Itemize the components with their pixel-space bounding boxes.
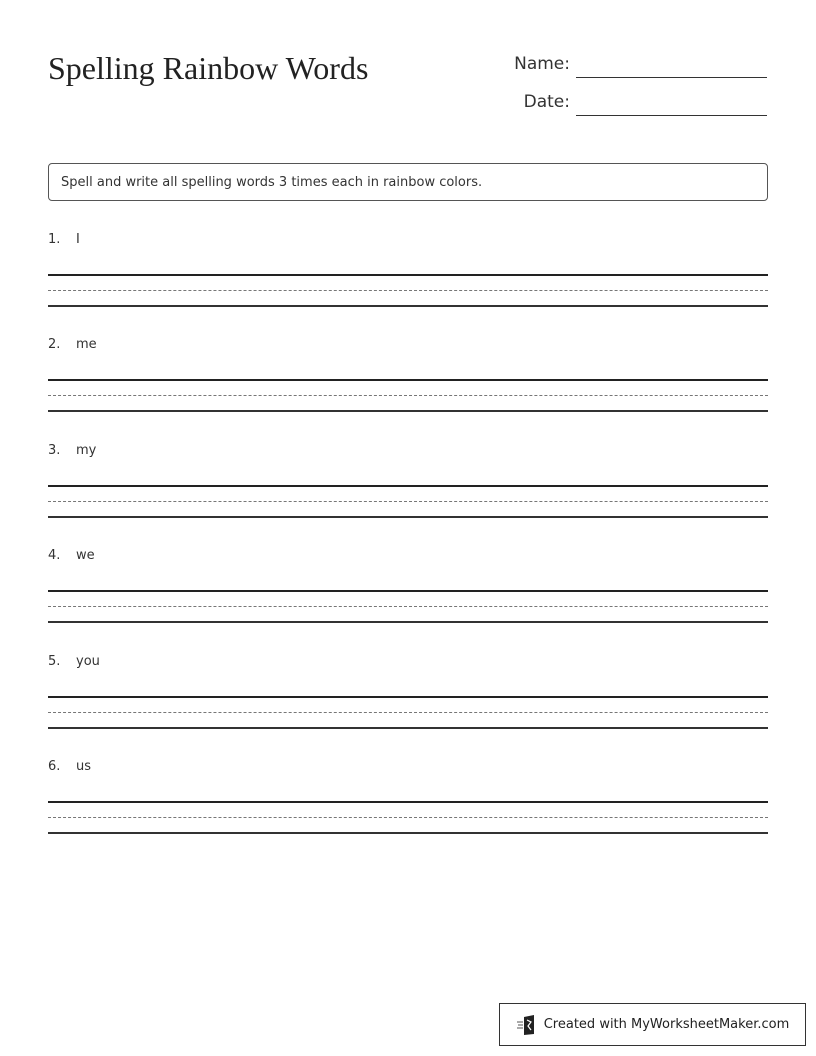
footer-credit — [499, 1003, 806, 1046]
writing-line-top[interactable] — [48, 801, 768, 803]
spelling-item — [48, 232, 768, 321]
instructions-box: Spell and write all spelling words 3 times each in rainbow colors. — [48, 163, 768, 201]
footer-text: Created with MyWorksheetMaker.com — [543, 1017, 790, 1032]
item-label — [48, 443, 96, 458]
item-word: us — [76, 759, 92, 774]
writing-line-top[interactable] — [48, 379, 768, 381]
item-number: 2. — [48, 337, 61, 353]
date-label: Date: — [523, 92, 570, 112]
item-label — [48, 232, 80, 247]
item-label — [48, 337, 97, 352]
item-label — [48, 654, 100, 669]
writing-line-top[interactable] — [48, 485, 768, 487]
item-word: we — [76, 548, 95, 564]
item-number: 6. — [48, 759, 61, 774]
item-word: I — [76, 232, 80, 247]
item-number: 4. — [48, 548, 61, 564]
name-line — [576, 77, 767, 78]
writing-line-top[interactable] — [48, 590, 768, 592]
writing-line-mid — [48, 501, 768, 502]
item-number: 3. — [48, 442, 61, 458]
writing-line-mid — [48, 712, 768, 713]
item-word: you — [76, 653, 100, 669]
writing-line-top[interactable] — [48, 696, 768, 698]
writing-line-mid — [48, 290, 768, 291]
item-word: me — [76, 337, 97, 353]
writing-line-bottom — [48, 621, 768, 623]
spelling-item — [48, 759, 768, 848]
item-label — [48, 548, 95, 563]
page-title: Spelling Rainbow Words — [48, 50, 369, 86]
name-label: Name: — [514, 54, 570, 74]
name-field[interactable] — [480, 48, 767, 78]
spelling-item — [48, 653, 768, 743]
writing-line-bottom — [48, 727, 768, 729]
date-line — [576, 115, 767, 116]
spelling-item — [48, 548, 768, 637]
item-number: 5. — [48, 653, 61, 669]
writing-line-bottom — [48, 410, 768, 412]
spelling-item — [48, 337, 768, 426]
item-label — [48, 759, 91, 774]
writing-line-mid — [48, 817, 768, 818]
spelling-item — [48, 442, 768, 532]
writing-line-bottom — [48, 832, 768, 834]
item-number: 1. — [48, 232, 61, 247]
writing-line-mid — [48, 395, 768, 396]
item-word: my — [76, 442, 97, 458]
writing-line-mid — [48, 606, 768, 607]
writing-line-top[interactable] — [48, 274, 768, 276]
writing-line-bottom — [48, 516, 768, 518]
date-field[interactable] — [480, 86, 767, 116]
worksheet-logo-icon — [516, 1014, 538, 1036]
writing-line-bottom — [48, 305, 768, 307]
